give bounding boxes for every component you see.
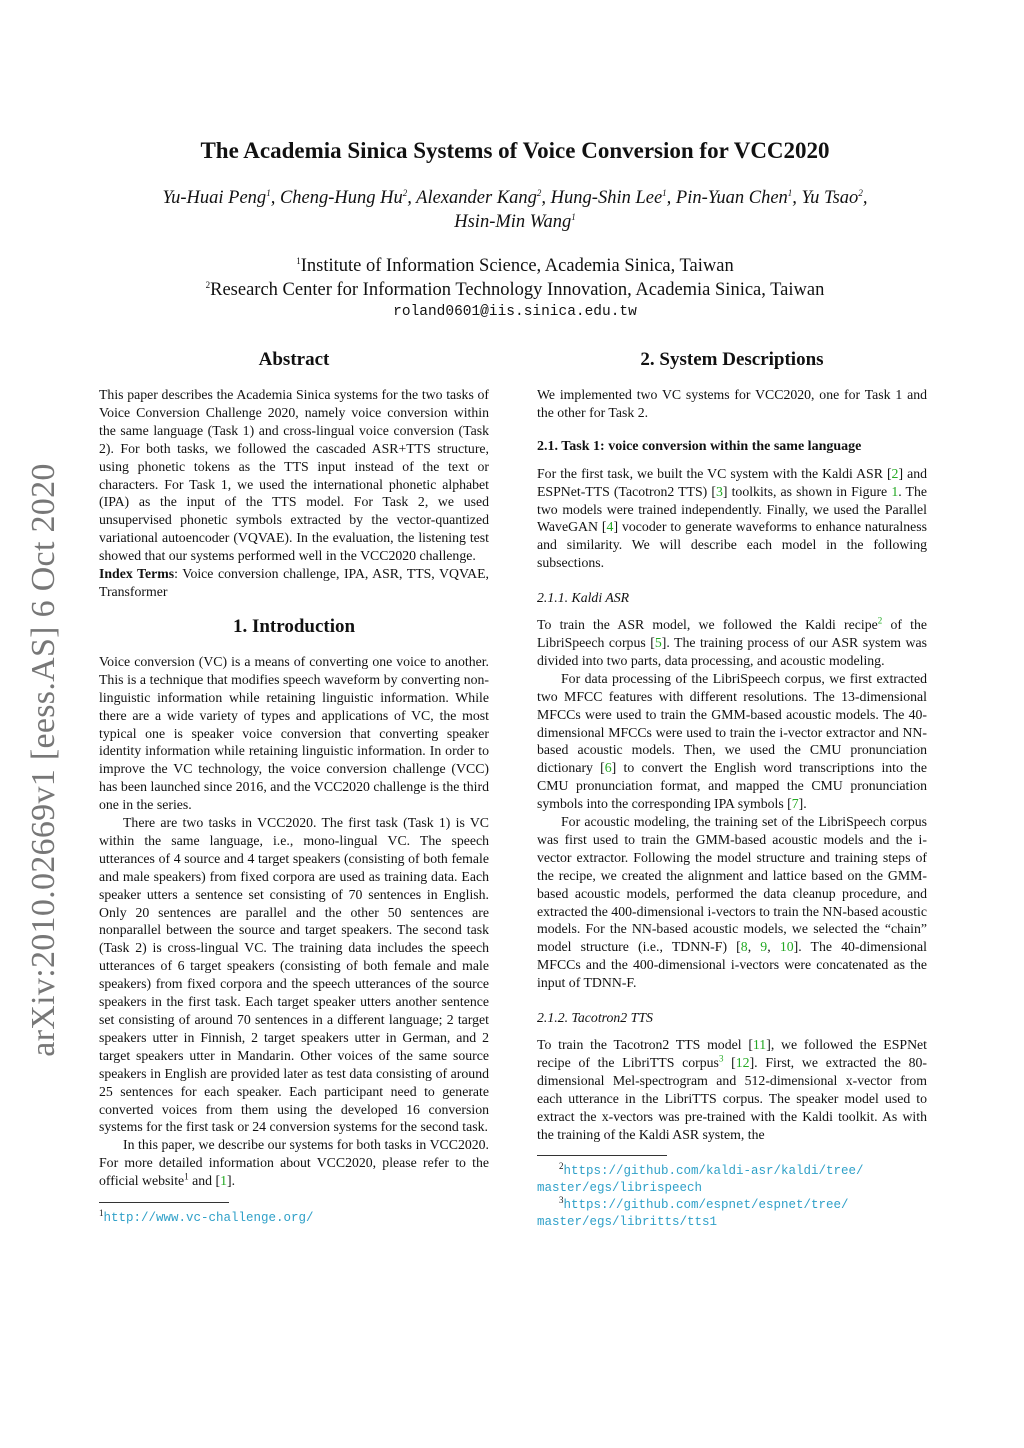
footnote-url[interactable]: https://github.com/espnet/espnet/tree/ (563, 1198, 849, 1213)
subsection-title: 2.1. Task 1: voice conversion within the same language (537, 438, 862, 454)
author: Alexander Kang (416, 188, 537, 208)
task1-paragraph: For the first task, we built the VC system with the Kaldi ASR [2] and ESPNet-TTS (Tacotron2 TTS) [3] toolkits, as shown in Figure 1. The two models were trained independently. Finally, we used the Parallel WaveGAN [4] vocoder to generate waveforms to enhance naturalness and similarity. We will describe each model in the following subsections. (537, 465, 928, 571)
citation-link[interactable]: 5 (654, 634, 662, 650)
tacotron-paragraph: To train the Tacotron2 TTS model [11], we followed the ESPNet recipe of the LibriTTS corpus$^3$ [12]. First, we extracted the 80-dimensional Mel-spectrogram and 512-dimensional x-vector from each utterance in the LibriTTS corpus. The speaker model used to extract the x-vectors was pre-trained with the Kaldi toolkit. As with the training of the Kaldi ASR system, the (537, 1037, 927, 1142)
contact-email: roland0601@iis.sinica.edu.tw (393, 304, 637, 320)
citation-link[interactable]: 7 (791, 796, 799, 812)
affiliation (95, 254, 935, 278)
index-terms-text: : Voice conversion challenge, IPA, ASR, TTS, VQVAE, Transformer (99, 566, 490, 599)
subsubsection-title: 2.1.2. Tacotron2 TTS (537, 1010, 653, 1026)
system-paragraph: We implemented two VC systems for VCC2020, one for Task 1 and the other for Task 2. (537, 387, 927, 420)
affiliation-text: Institute of Information Science, Academia Sinica, Taiwan (300, 256, 734, 276)
citation-link[interactable]: 3 (715, 483, 723, 499)
footnote-mark[interactable]: 3 (718, 1053, 724, 1064)
kaldi-paragraph: To train the ASR model, we followed the Kaldi recipe$^2$ of the LibriSpeech corpus [5]. The training process of our ASR system was divided into two parts, data processing, and acoustic modeling. (537, 615, 927, 668)
footnote (537, 1162, 927, 1196)
intro-paragraph: Voice conversion (VC) is a means of converting one voice to another. This is a technique that modifies speech waveform by converting non-linguistic information while retaining linguistic information. While there are a wide variety of types and applications of VC, the most typical one is speaker voice conversion that converting speaker identity information while retaining linguistic information. In order to improve the VC technology, the voice conversion challenge (VCC) has been launched since 2016, and the VCC2020 challenge is the third one in the series. (99, 653, 489, 813)
abstract-text: This paper describes the Academia Sinica systems for the two tasks of Voice Conversion Challenge 2020, namely voice conversion within the same language (Task 1) and cross-lingual voice conversion (Task 2). For both tasks, we followed the cascaded ASR+TTS structure, using phonetic tokens as the TTS input instead of the text or characters. For Task 1, we used the international phonetic alphabet (IPA) as the input of the TTS model. For Task 2, we used unsupervised phonetic symbols extracted by the vector-quantized variational autoencoder (VQVAE). In the evaluation, the listening test showed that our systems performed well in the VCC2020 challenge. (99, 387, 489, 564)
kaldi-paragraph: For data processing of the LibriSpeech corpus, we first extracted two MFCC features with different resolutions. The 13-dimensional MFCCs were used to train the GMM-based acoustic models. The 40-dimensional MFCCs were used to train the i-vector extractor and NN-based acoustic models. Then, we used the CMU pronunciation dictionary [6] to convert the English word transcriptions into the CMU pronunciation format, and mapped the CMU pronunciation symbols into the corresponding IPA symbols [7]. (537, 670, 927, 812)
citation-link[interactable]: 2 (891, 465, 899, 481)
footnote-url[interactable]: master/egs/librispeech (537, 1181, 703, 1196)
author-affiliation-mark: 2 (858, 187, 863, 198)
subsubsection-title: 2.1.1. Kaldi ASR (537, 590, 630, 606)
abstract-heading: Abstract (258, 349, 330, 370)
footnote-mark[interactable]: 2 (877, 615, 883, 626)
citation-link[interactable]: 6 (604, 760, 612, 776)
affiliation (95, 278, 935, 302)
citation-link[interactable]: 12 (735, 1054, 750, 1070)
footnote-number: 1 (99, 1207, 104, 1218)
footnote-number: 3 (559, 1195, 564, 1206)
footnote-url[interactable]: https://github.com/kaldi-asr/kaldi/tree/ (563, 1164, 864, 1179)
kaldi-paragraph: For acoustic modeling, the training set of the LibriSpeech corpus was first used to train the GMM-based acoustic models and the i-vector extractor. Following the model structure and training steps of the recipe, we created the alignment and lattice based on the GMM-based acoustic models, performed the data cleanup procedure, and extracted the 400-dimensional i-vectors to train the NN-based acoustic models. For the NN-based acoustic models, we selected the “chain” model structure (i.e., TDNN-F) [8, 9, 10]. The 40-dimensional MFCCs and the 400-dimensional i-vectors were concatenated as the input of TDNN-F. (537, 814, 928, 991)
author-affiliation-mark: 1 (787, 187, 793, 198)
footnote-divider (99, 1202, 229, 1203)
paper-title: The Academia Sinica Systems of Voice Conversion for VCC2020 (200, 138, 830, 163)
arxiv-sidebar (13, 450, 75, 1070)
author: Yu Tsao (801, 188, 859, 208)
footnote-url[interactable]: master/egs/libritts/tts1 (537, 1215, 718, 1230)
author-list: Yu-Huai Peng$^1$, Cheng-Hung Hu$^2$, Alexander Kang$^2$, Hung-Shin Lee$^1$, Pin-Yuan Chen$^1$, Yu Tsao$^2$, Hsin-Min Wang$^1$ (162, 187, 868, 232)
footnote (99, 1209, 489, 1226)
author: Yu-Huai Peng (162, 188, 267, 208)
citation-link[interactable]: 11 (752, 1037, 767, 1052)
figure-link[interactable]: 1 (891, 483, 899, 499)
affiliations (95, 254, 935, 302)
author: Cheng-Hung Hu (279, 188, 403, 208)
affiliation-text: Research Center for Information Technology Innovation, Academia Sinica, Taiwan (210, 280, 825, 300)
author-affiliation-mark: 2 (536, 187, 542, 198)
footnote (537, 1196, 927, 1230)
footnote-divider (537, 1155, 667, 1156)
author-affiliation-mark: 1 (266, 187, 271, 198)
footnote-mark[interactable]: 1 (184, 1171, 189, 1182)
author: Hsin-Min Wang (454, 212, 572, 232)
footnote-url[interactable]: http://www.vc-challenge.org/ (103, 1211, 314, 1226)
intro-heading: 1. Introduction (232, 615, 356, 637)
citation-link[interactable]: 1 (220, 1173, 228, 1189)
author: Hung-Shin Lee (550, 188, 663, 208)
intro-paragraph: In this paper, we describe our systems for both tasks in VCC2020. For more detailed information about VCC2020, please refer to the official website$^1$ and [1]. (99, 1137, 489, 1189)
right-column (537, 348, 927, 1230)
arxiv-identifier: arXiv:2010.02669v1 [eess.AS] 6 Oct 2020 (25, 463, 62, 1057)
system-heading: 2. System Descriptions (640, 349, 824, 370)
footnote-number: 2 (559, 1161, 564, 1172)
affiliation-number: 1 (296, 255, 301, 266)
intro-paragraph: There are two tasks in VCC2020. The first task (Task 1) is VC within the same language, i.e., mono-lingual VC. The speech utterances of 4 source and 4 target speakers (consisting of both female and male speakers) from fixed corpora are used as training data. Each speaker utters a sentence set consisting of 70 sentences in English. Only 20 sentences are parallel and the other 50 sentences are nonparallel between the source and target speakers. The second task (Task 2) is cross-lingual VC. The training data includes the speech utterances of 6 target speakers (consisting of both female and male speakers) from fixed corpora and the speech utterances of the source speakers in the first task. Each target speaker utters another sentence set consisting of around 70 sentences in a different language; 2 target speakers utter in Finnish, 2 target speakers utter in German, and 2 target speakers utter in Mandarin. Other voices of the same source speakers in English are provided later as test data consisting of around 25 sentences for each speaker. Each participant need to generate converted voices from them using the developed 16 conversion systems for the first task or 24 conversion systems for the second task. (99, 815, 489, 1135)
author-affiliation-mark: 1 (571, 211, 576, 222)
author-affiliation-mark: 2 (402, 187, 408, 198)
author-affiliation-mark: 1 (662, 187, 667, 198)
citation-link[interactable]: 4 (606, 519, 614, 535)
author: Pin-Yuan Chen (675, 188, 788, 208)
index-terms (99, 565, 489, 601)
index-terms-label: Index Terms (99, 566, 175, 582)
affiliation-number: 2 (205, 279, 211, 290)
left-column (99, 348, 489, 1226)
citation-link[interactable]: 9 (760, 939, 768, 955)
citation-link[interactable]: 10 (779, 939, 794, 955)
citation-link[interactable]: 8 (740, 939, 748, 955)
